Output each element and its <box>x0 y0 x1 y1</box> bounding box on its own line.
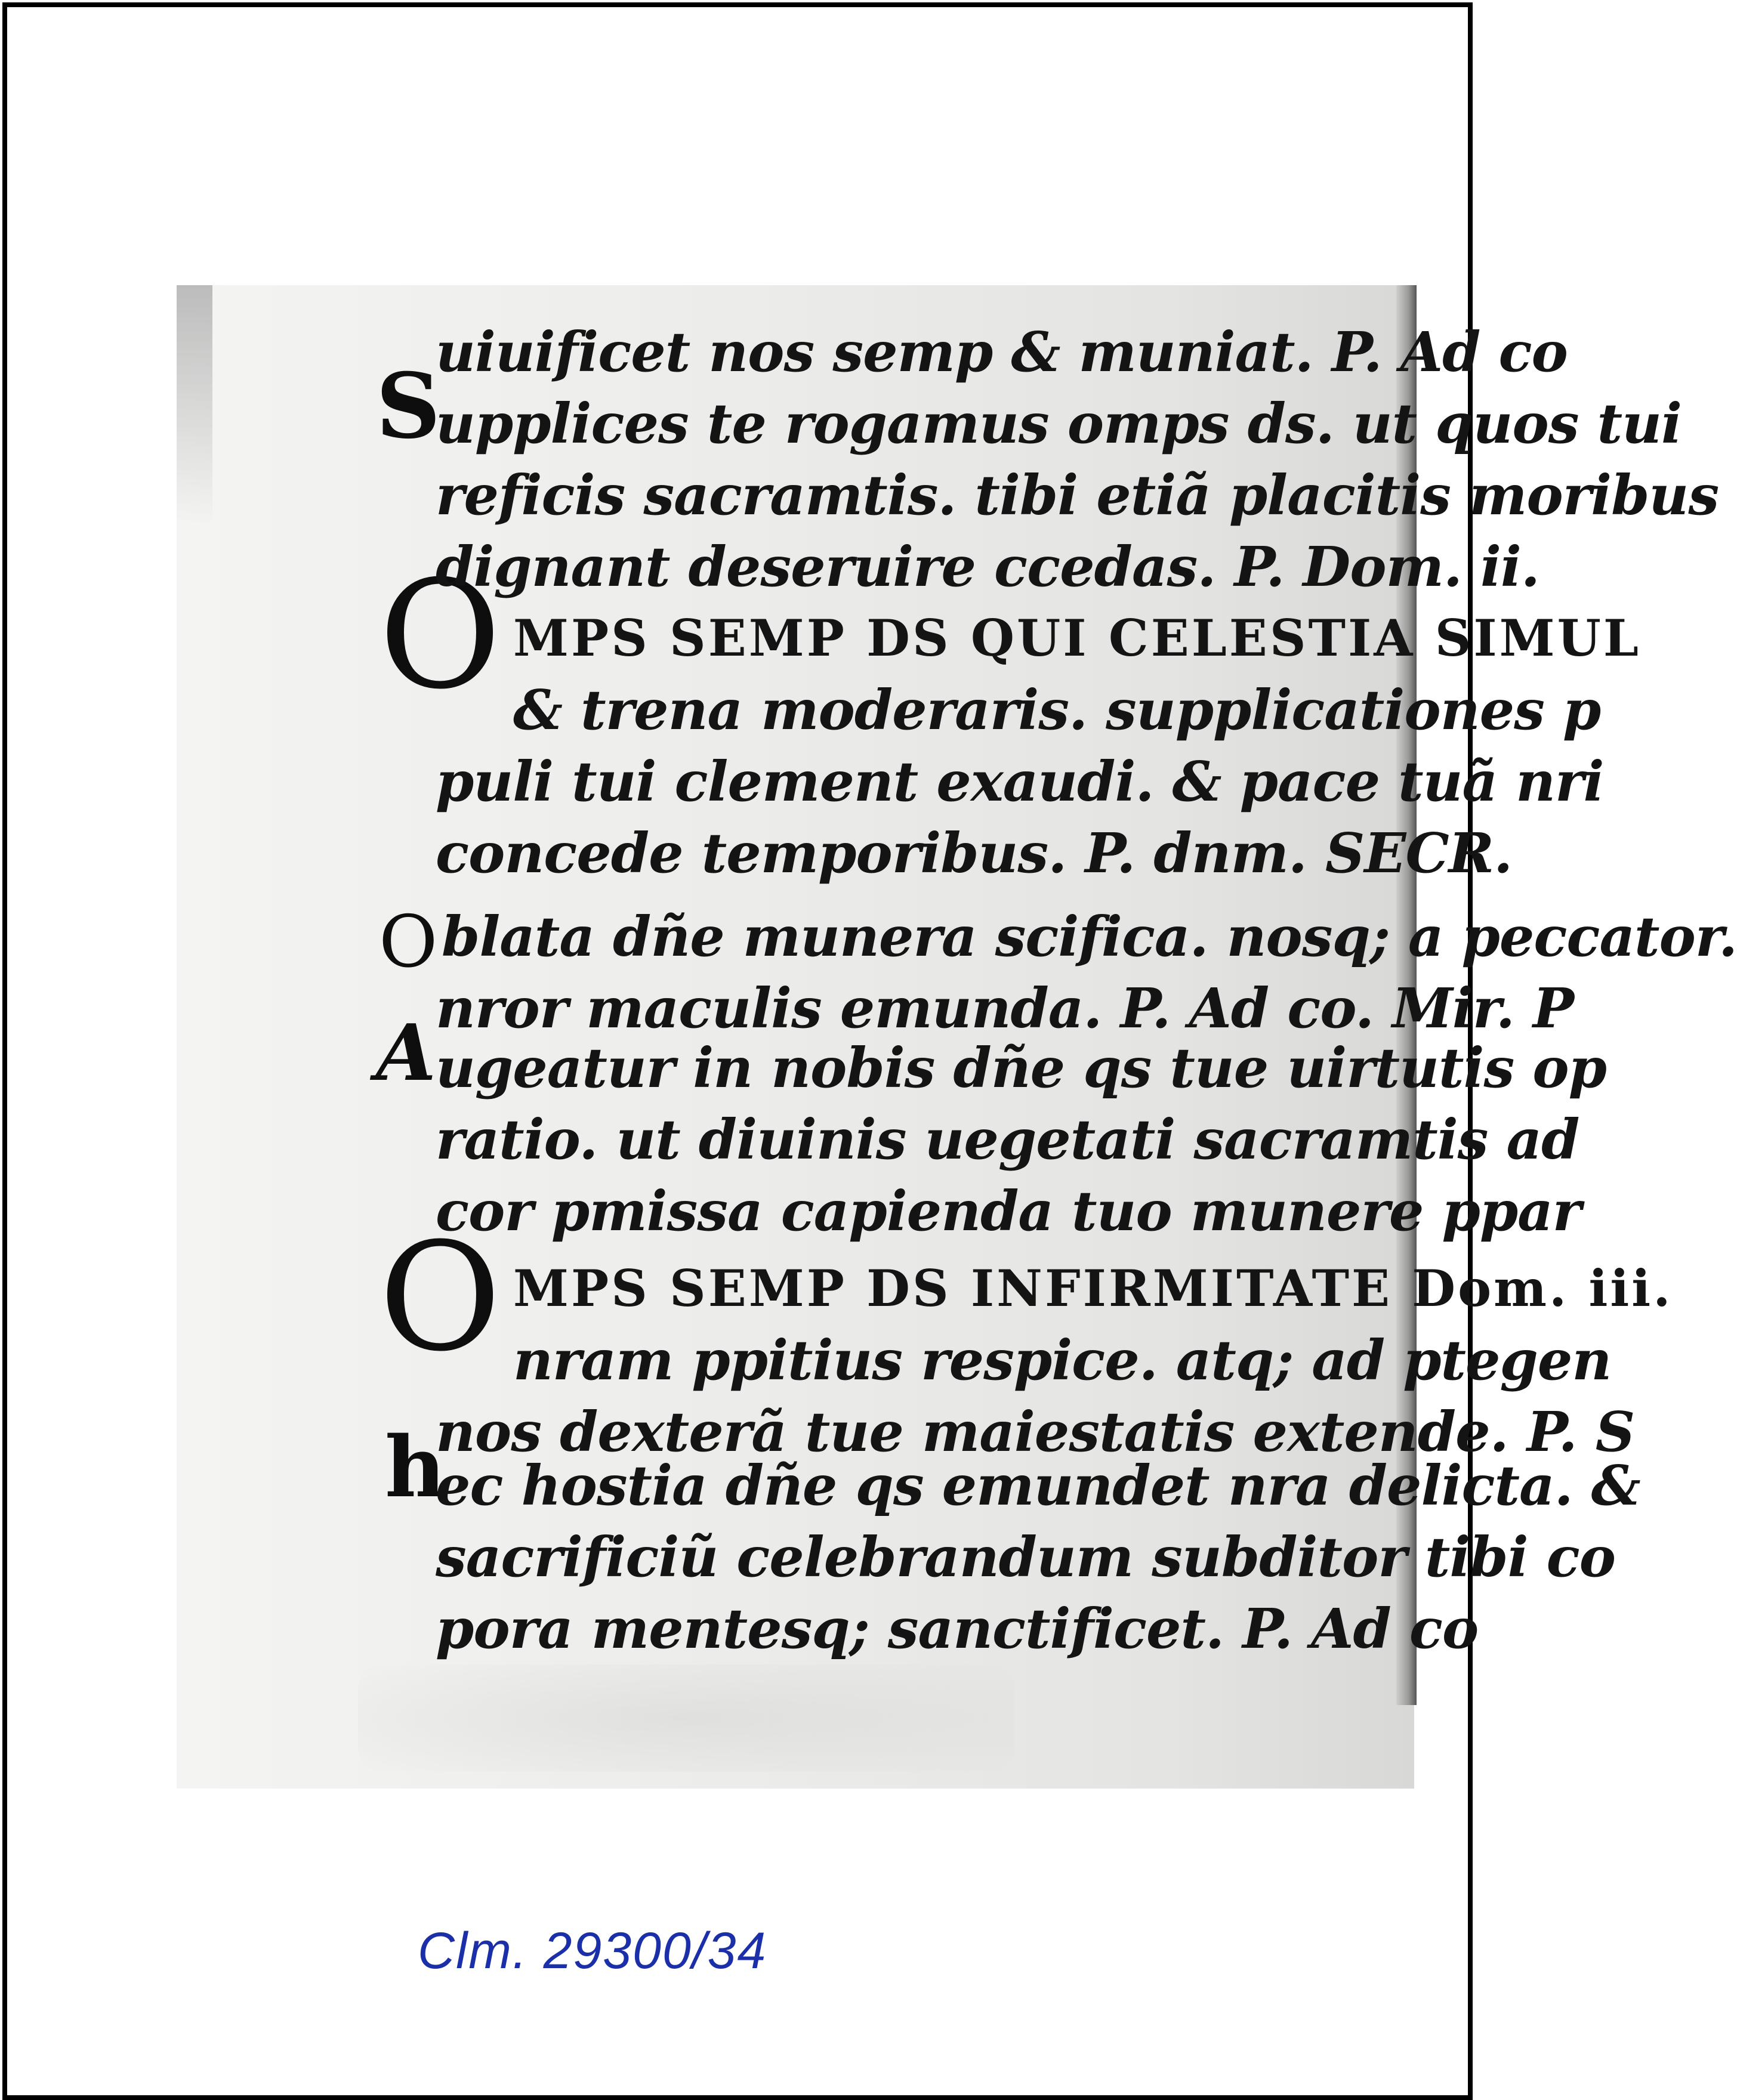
initial-o-3: O <box>379 1210 501 1384</box>
text-line: ugeatur in nobis dñe qs tue uirtutis op <box>436 1036 1606 1100</box>
text-line: ratio. ut diuinis uegetati sacramtis ad <box>436 1107 1579 1172</box>
text-line: cor pmissa capienda tuo munere ppar <box>436 1179 1581 1243</box>
text-line: ec hostia dñe qs emundet nra delicta. & <box>436 1453 1640 1518</box>
text-line: & trena moderaris. supplicationes p <box>513 678 1601 742</box>
text-line: dignant deseruire ccedas. P. Dom. ii. <box>436 535 1539 599</box>
text-line: sacrificiũ celebrandum subditor tibi co <box>436 1525 1615 1589</box>
text-line: reficis sacramtis. tibi etiã placitis moribus <box>436 463 1719 527</box>
text-line: MPS SEMP DS QUI CELESTIA SIMUL <box>513 609 1641 668</box>
text-line: puli tui clement exaudi. & pace tuã nri <box>436 749 1604 814</box>
initial-s: S <box>376 354 441 459</box>
text-line: nos dexterã tue maiestatis extende. P. S <box>436 1400 1635 1464</box>
initial-o-1: O <box>379 548 501 722</box>
text-line: nror maculis emunda. P. Ad co. Mir. P <box>436 976 1574 1040</box>
initial-o-2: O <box>379 901 438 984</box>
text-line: concede temporibus. P. dnm. SECR. <box>436 821 1513 885</box>
initial-h: h <box>385 1419 446 1517</box>
initial-a: A <box>376 1007 436 1098</box>
folio-stain <box>177 285 212 524</box>
text-line: nram ppitius respice. atq; ad ptegen <box>513 1328 1612 1392</box>
shelfmark-label: Clm. 29300/34 <box>418 1922 767 1979</box>
text-line: pora mentesq; sanctificet. P. Ad co <box>436 1596 1479 1661</box>
text-line: MPS SEMP DS INFIRMITATE Dom. iii. <box>513 1259 1673 1318</box>
text-line: blata dñe munera scifica. nosq; a peccator. <box>442 904 1737 969</box>
manuscript-text-block <box>376 304 1737 1676</box>
text-line: upplices te rogamus omps ds. ut quos tui <box>436 391 1682 456</box>
text-line: uiuificet nos semp & muniat. P. Ad co <box>436 320 1568 384</box>
faint-pencil-annotation <box>358 1664 1014 1772</box>
